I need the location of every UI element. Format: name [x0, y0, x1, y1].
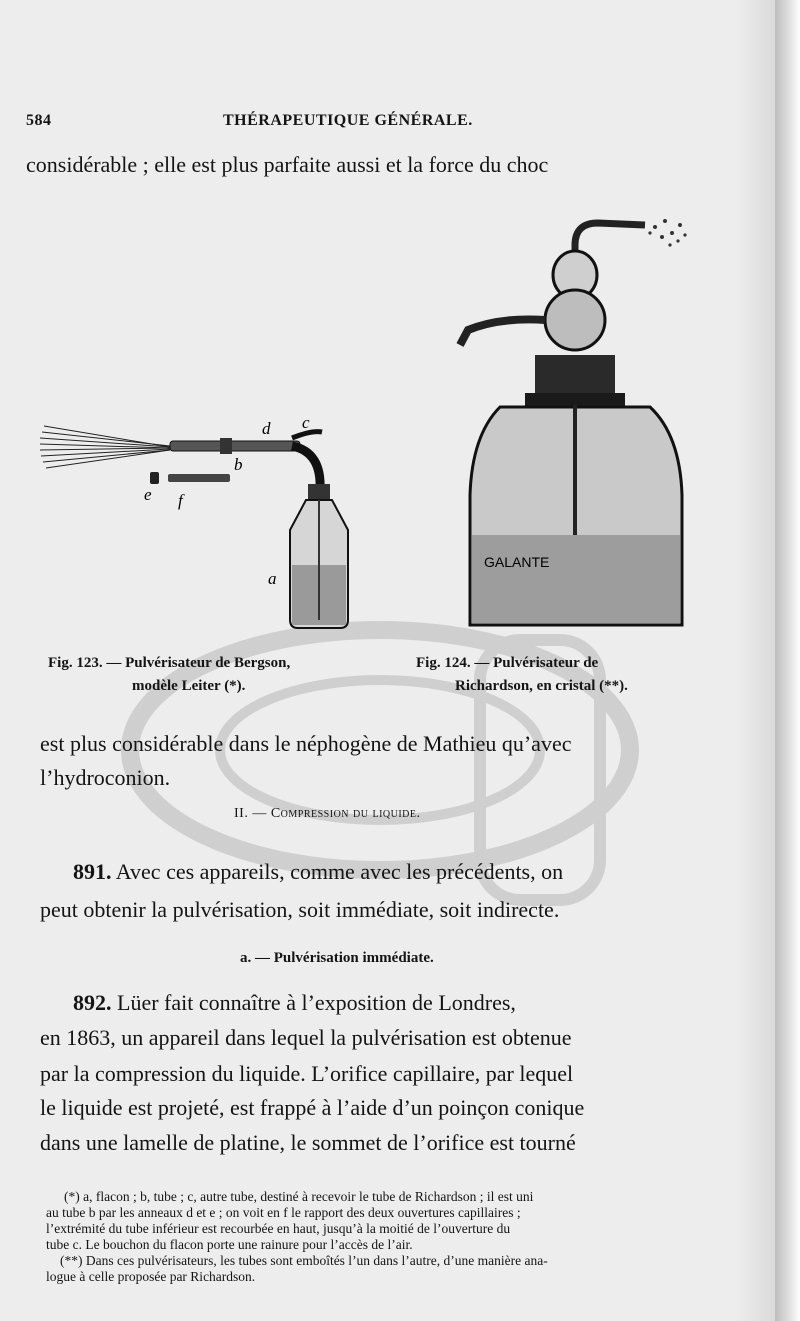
footnote-1-line2: au tube b par les anneaux d et e ; on voit en f le rapport des deux ouvertures capillaires ; [46, 1205, 521, 1220]
footnote-2-line2: logue à celle proposée par Richardson. [46, 1269, 256, 1284]
spray-plume [40, 426, 170, 468]
label-b: b [234, 455, 243, 474]
paragraph-number: 891. [73, 859, 112, 884]
figure-124-richardson-sprayer [440, 205, 700, 635]
page-number: 584 [26, 112, 52, 129]
paragraph-892-line5: dans une lamelle de platine, le sommet de l’orifice est tourné [40, 1130, 576, 1155]
body-text-line: est plus considérable dans le néphogène de Mathieu qu’avec [40, 731, 572, 756]
body-text-line: considérable ; elle est plus parfaite aussi et la force du choc [26, 152, 549, 177]
figure-123-caption-line1: Fig. 123. — Pulvérisateur de Bergson, [48, 655, 291, 671]
paragraph-text: Avec ces appareils, comme avec les précédents, on [111, 859, 564, 884]
label-e: e [144, 485, 152, 504]
page-gutter-shadow [735, 0, 775, 1321]
figure-124-caption-line1: Fig. 124. — Pulvérisateur de [416, 655, 599, 671]
subsection-heading: a. — Pulvérisation immédiate. [240, 950, 434, 966]
label-d: d [262, 419, 271, 438]
footnote-1-line4: tube c. Le bouchon du flacon porte une rainure pour l’accès de l’air. [46, 1237, 413, 1252]
label-c: c [302, 413, 310, 432]
paragraph-892-line2: en 1863, un appareil dans lequel la pulvérisation est obtenue [40, 1025, 572, 1050]
figure-124-caption-line2: Richardson, en cristal (**). [455, 678, 628, 694]
running-title: THÉRAPEUTIQUE GÉNÉRALE. [223, 112, 473, 129]
paragraph-891-line1 [73, 855, 563, 889]
body-text-line: l’hydroconion. [40, 765, 171, 790]
page-edge [775, 0, 800, 1321]
paragraph-number: 892. [73, 990, 112, 1015]
footnote-1-line3: l’extrémité du tube inférieur est recourbée en haut, jusqu’à la moitié de l’ouverture du [46, 1221, 511, 1236]
paragraph-text: Lüer fait connaître à l’exposition de Londres, [111, 990, 516, 1015]
figure-123-bergson-sprayer [30, 400, 370, 640]
footnote-1-line1: (*) a, flacon ; b, tube ; c, autre tube, destiné à recevoir le tube de Richardson ; il est uni [64, 1189, 534, 1204]
label-a: a [268, 569, 277, 588]
paragraph-892-line3: par la compression du liquide. L’orifice capillaire, par lequel [40, 1061, 574, 1086]
paragraph-892-line4: le liquide est projeté, est frappé à l’aide d’un poinçon conique [40, 1095, 585, 1120]
paragraph-892-line1 [73, 986, 516, 1020]
spray-cloud [648, 219, 686, 247]
figure-123-caption-line2: modèle Leiter (*). [132, 678, 246, 694]
bottle-label: GALANTE [484, 554, 550, 570]
running-header [26, 112, 726, 138]
paragraph-891-line2: peut obtenir la pulvérisation, soit immédiate, soit indirecte. [40, 897, 560, 922]
footnote-2-line1: (**) Dans ces pulvérisateurs, les tubes sont emboîtés l’un dans l’autre, d’une manière ana- [60, 1253, 548, 1268]
label-f: f [178, 491, 183, 510]
section-heading: II. — Compression du liquide. [234, 806, 421, 821]
